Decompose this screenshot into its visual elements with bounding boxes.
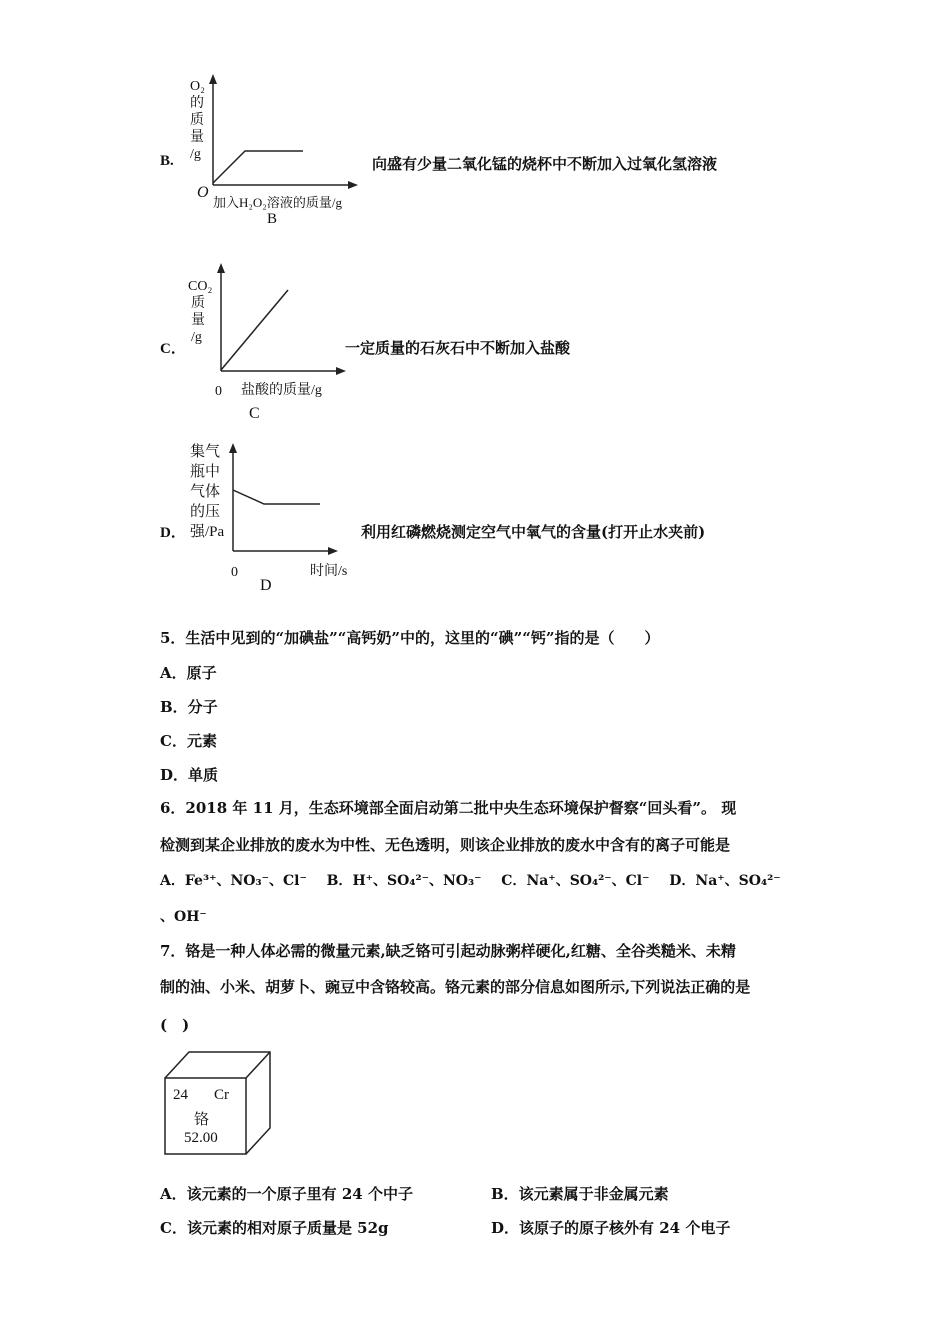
question-6-option-a-label: A． xyxy=(160,873,185,889)
question-5-option-c: C．元素 xyxy=(160,732,217,750)
y-axis-arrow xyxy=(229,443,237,453)
element-atomic-number: 24 xyxy=(173,1087,188,1103)
graph-d-x-label: 时间/s xyxy=(310,564,348,579)
graph-d-description: 利用红磷燃烧测定空气中氧气的含量(打开止水夹前) xyxy=(361,523,706,541)
y-axis-arrow xyxy=(209,74,217,84)
graph-b-axes xyxy=(200,70,360,200)
option-label-d: D． xyxy=(160,525,186,541)
y-label-line: /g xyxy=(190,147,201,162)
option-label-b: B. xyxy=(160,153,174,169)
question-7-line-3: ( ) xyxy=(160,1016,190,1034)
graph-b-description: 向盛有少量二氧化锰的烧杯中不断加入过氧化氢溶液 xyxy=(372,155,718,173)
y-label-line: 集气 xyxy=(190,444,221,460)
question-5-option-b: B．分子 xyxy=(160,698,218,716)
graph-c-curve xyxy=(221,290,288,370)
question-6-options-row xyxy=(160,870,781,890)
question-5-option-d: D．单质 xyxy=(160,766,219,784)
graph-d-curve xyxy=(233,490,320,504)
question-7-option-b: B．该元素属于非金属元素 xyxy=(491,1185,669,1203)
graph-d-origin: 0 xyxy=(231,565,238,580)
question-6-option-d-continued: 、OH⁻ xyxy=(160,909,207,925)
x-axis-arrow xyxy=(328,547,338,555)
y-label-line: 的 xyxy=(190,96,204,111)
graph-c-description: 一定质量的石灰石中不断加入盐酸 xyxy=(345,339,571,357)
y-label-line: 气体 xyxy=(190,484,221,500)
graph-b-curve xyxy=(213,151,303,183)
question-6-option-a: Fe³⁺、NO₃⁻、Cl⁻ xyxy=(184,873,307,889)
y-label-line: /g xyxy=(191,330,202,345)
x-axis-arrow xyxy=(336,367,346,375)
graph-c-origin: 0 xyxy=(215,384,222,399)
option-label-c: C． xyxy=(160,341,186,357)
x-axis-arrow xyxy=(348,181,358,189)
question-6-option-d: Na⁺、SO₄²⁻ xyxy=(695,873,781,889)
y-label-line: 瓶中 xyxy=(190,464,221,480)
element-name: 铬 xyxy=(194,1112,210,1128)
y-label-line: O₂ xyxy=(190,79,205,94)
question-5-option-a: A．原子 xyxy=(160,664,217,682)
question-6-option-b-label: B． xyxy=(326,873,353,889)
graph-b-x-label: 加入H₂O₂溶液的质量/g xyxy=(213,195,342,210)
y-axis-arrow xyxy=(217,263,225,273)
y-label-line: 强/Pa xyxy=(190,524,225,540)
y-label-line: CO₂ xyxy=(188,279,213,294)
y-label-line: 量 xyxy=(190,130,204,145)
cube-edge xyxy=(246,1052,270,1078)
question-6-option-c: Na⁺、SO₄²⁻、Cl⁻ xyxy=(526,873,650,889)
y-label-line: 质 xyxy=(190,113,204,128)
graph-b-caption: B xyxy=(267,211,278,227)
element-symbol: Cr xyxy=(214,1087,229,1103)
question-7-option-d: D．该原子的原子核外有 24 个电子 xyxy=(491,1219,731,1237)
question-6-line-2: 检测到某企业排放的废水为中性、无色透明，则该企业排放的废水中含有的离子可能是 xyxy=(160,836,731,854)
question-5-stem: 5．生活中见到的“加碘盐”“高钙奶”中的，这里的“碘”“钙”指的是（ ） xyxy=(160,629,660,647)
question-7-option-c: C．该元素的相对原子质量是 52g xyxy=(160,1219,389,1237)
question-6-option-d-label: D． xyxy=(669,873,696,889)
y-label-line: 的压 xyxy=(190,504,221,520)
question-7-line-2: 制的油、小米、胡萝卜、豌豆中含铬较高。铬元素的部分信息如图所示,下列说法正确的是 xyxy=(160,978,751,996)
graph-d-caption: D xyxy=(260,577,272,594)
question-6-line-1: 6．2018 年 11 月，生态环境部全面启动第二批中央生态环境保护督察“回头看”。 现 xyxy=(160,799,737,817)
question-7-line-1: 7．铬是一种人体必需的微量元素,缺乏铬可引起动脉粥样硬化,红糖、全谷类糙米、未精 xyxy=(160,942,736,960)
question-6-option-b: H⁺、SO₄²⁻、NO₃⁻ xyxy=(352,873,482,889)
graph-c-x-label: 盐酸的质量/g xyxy=(241,383,322,398)
element-atomic-mass: 52.00 xyxy=(184,1130,218,1146)
question-6-option-c-label: C． xyxy=(501,873,527,889)
question-7-option-a: A．该元素的一个原子里有 24 个中子 xyxy=(160,1185,413,1203)
graph-c-axes xyxy=(210,258,360,383)
y-label-line: 质 xyxy=(191,296,205,311)
y-label-line: 量 xyxy=(191,313,205,328)
graph-c-caption: C xyxy=(249,405,260,422)
graph-d-axes xyxy=(222,440,362,560)
graph-b-origin: O xyxy=(197,184,209,201)
